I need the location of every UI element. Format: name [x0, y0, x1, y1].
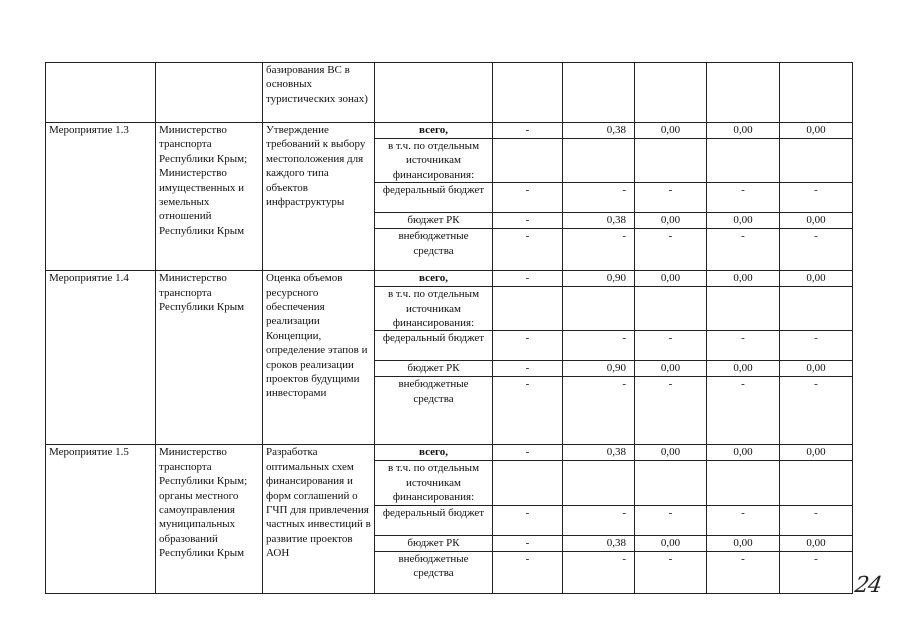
measure-row	[46, 271, 853, 287]
continuation-value	[635, 63, 707, 123]
funding-source: бюджет РК	[375, 213, 493, 229]
funding-value: -	[780, 331, 853, 361]
funding-value: -	[780, 229, 853, 271]
funding-value: 0,00	[707, 445, 780, 461]
funding-value: 0,38	[563, 535, 635, 551]
funding-value: -	[780, 505, 853, 535]
funding-source: всего,	[375, 445, 493, 461]
funding-source: всего,	[375, 271, 493, 287]
funding-value: -	[493, 551, 563, 593]
funding-source: внебюджетные средства	[375, 551, 493, 593]
funding-value: 0,00	[707, 213, 780, 229]
funding-value: -	[635, 331, 707, 361]
measure-id: Мероприятие 1.3	[46, 123, 156, 271]
funding-value	[635, 139, 707, 183]
page-number: 24	[853, 573, 883, 598]
funding-value: -	[493, 361, 563, 377]
funding-value: 0,38	[563, 213, 635, 229]
funding-value: 0,00	[635, 445, 707, 461]
funding-source: федеральный бюджет	[375, 505, 493, 535]
measure-description: Оценка объемов ресурсного обеспечения реализации Концепции, определение этапов и сроков реализации проектов будущими инвесторами	[263, 271, 375, 445]
funding-value	[780, 461, 853, 505]
funding-value: 0,00	[780, 271, 853, 287]
funding-value: 0,00	[635, 123, 707, 139]
funding-value	[780, 139, 853, 183]
funding-value: 0,00	[707, 123, 780, 139]
continuation-source	[375, 63, 493, 123]
funding-value	[493, 287, 563, 331]
funding-value: 0,00	[780, 445, 853, 461]
funding-value	[707, 139, 780, 183]
funding-value: -	[493, 123, 563, 139]
funding-value: 0,00	[780, 535, 853, 551]
measure-row	[46, 123, 853, 139]
funding-table	[45, 62, 853, 594]
funding-value: -	[707, 505, 780, 535]
funding-value: 0,90	[563, 361, 635, 377]
funding-value: -	[707, 377, 780, 445]
funding-value: 0,00	[635, 213, 707, 229]
funding-value: -	[493, 377, 563, 445]
funding-value: 0,00	[780, 361, 853, 377]
funding-value: -	[493, 505, 563, 535]
funding-source: бюджет РК	[375, 535, 493, 551]
funding-value: -	[635, 505, 707, 535]
funding-value: -	[635, 377, 707, 445]
funding-value: -	[493, 271, 563, 287]
funding-value: -	[493, 229, 563, 271]
funding-value	[563, 139, 635, 183]
continuation-value	[493, 63, 563, 123]
funding-table-body	[46, 63, 853, 594]
funding-value: -	[563, 183, 635, 213]
funding-value: 0,00	[635, 535, 707, 551]
funding-value	[707, 287, 780, 331]
continuation-action	[46, 63, 156, 123]
measure-row	[46, 445, 853, 461]
funding-value: -	[635, 183, 707, 213]
funding-value	[635, 461, 707, 505]
funding-value: -	[563, 377, 635, 445]
funding-value: 0,00	[635, 271, 707, 287]
funding-value: -	[780, 551, 853, 593]
funding-value	[635, 287, 707, 331]
continuation-description: базирования ВС в основных туристических зонах)	[263, 63, 375, 123]
funding-value: 0,38	[563, 123, 635, 139]
measure-executor: Министерство транспорта Республики Крым; органы местного самоуправления муниципальных образований Республики Крым	[156, 445, 263, 593]
funding-value: -	[493, 535, 563, 551]
funding-value: -	[635, 551, 707, 593]
funding-source: в т.ч. по отдельным источникам финансирования:	[375, 287, 493, 331]
continuation-value	[780, 63, 853, 123]
funding-value	[563, 287, 635, 331]
funding-value	[780, 287, 853, 331]
funding-value: -	[493, 213, 563, 229]
funding-value: -	[563, 551, 635, 593]
funding-source: бюджет РК	[375, 361, 493, 377]
funding-value	[493, 461, 563, 505]
funding-value: 0,00	[780, 123, 853, 139]
measure-executor: Министерство транспорта Республики Крым; Министерство имущественных и земельных отношений Республики Крым	[156, 123, 263, 271]
funding-source: федеральный бюджет	[375, 183, 493, 213]
funding-value: 0,00	[635, 361, 707, 377]
funding-source: всего,	[375, 123, 493, 139]
funding-source: внебюджетные средства	[375, 377, 493, 445]
funding-value: 0,00	[780, 213, 853, 229]
measure-id: Мероприятие 1.5	[46, 445, 156, 593]
continuation-row	[46, 63, 853, 123]
measure-executor: Министерство транспорта Республики Крым	[156, 271, 263, 445]
funding-value: -	[493, 183, 563, 213]
funding-value: -	[780, 183, 853, 213]
funding-value: -	[780, 377, 853, 445]
continuation-value	[563, 63, 635, 123]
funding-value: -	[493, 331, 563, 361]
funding-source: в т.ч. по отдельным источникам финансирования:	[375, 461, 493, 505]
funding-value	[493, 139, 563, 183]
measure-description: Разработка оптимальных схем финансирования и форм соглашений о ГЧП для привлечения частных инвестиций в развитие проектов АОН	[263, 445, 375, 593]
funding-value	[707, 461, 780, 505]
funding-value: -	[493, 445, 563, 461]
funding-value: 0,00	[707, 271, 780, 287]
measure-description: Утверждение требований к выбору местоположения для каждого типа объектов инфраструктуры	[263, 123, 375, 271]
funding-source: федеральный бюджет	[375, 331, 493, 361]
continuation-executor	[156, 63, 263, 123]
funding-value: 0,00	[707, 535, 780, 551]
funding-value: 0,00	[707, 361, 780, 377]
funding-value: -	[635, 229, 707, 271]
funding-value	[563, 461, 635, 505]
funding-value: 0,38	[563, 445, 635, 461]
funding-value: -	[707, 331, 780, 361]
funding-source: внебюджетные средства	[375, 229, 493, 271]
measure-id: Мероприятие 1.4	[46, 271, 156, 445]
funding-value: -	[563, 229, 635, 271]
funding-value: -	[563, 505, 635, 535]
funding-value: -	[707, 229, 780, 271]
continuation-value	[707, 63, 780, 123]
funding-value: -	[707, 183, 780, 213]
funding-value: -	[563, 331, 635, 361]
funding-value: -	[707, 551, 780, 593]
funding-value: 0,90	[563, 271, 635, 287]
funding-source: в т.ч. по отдельным источникам финансирования:	[375, 139, 493, 183]
